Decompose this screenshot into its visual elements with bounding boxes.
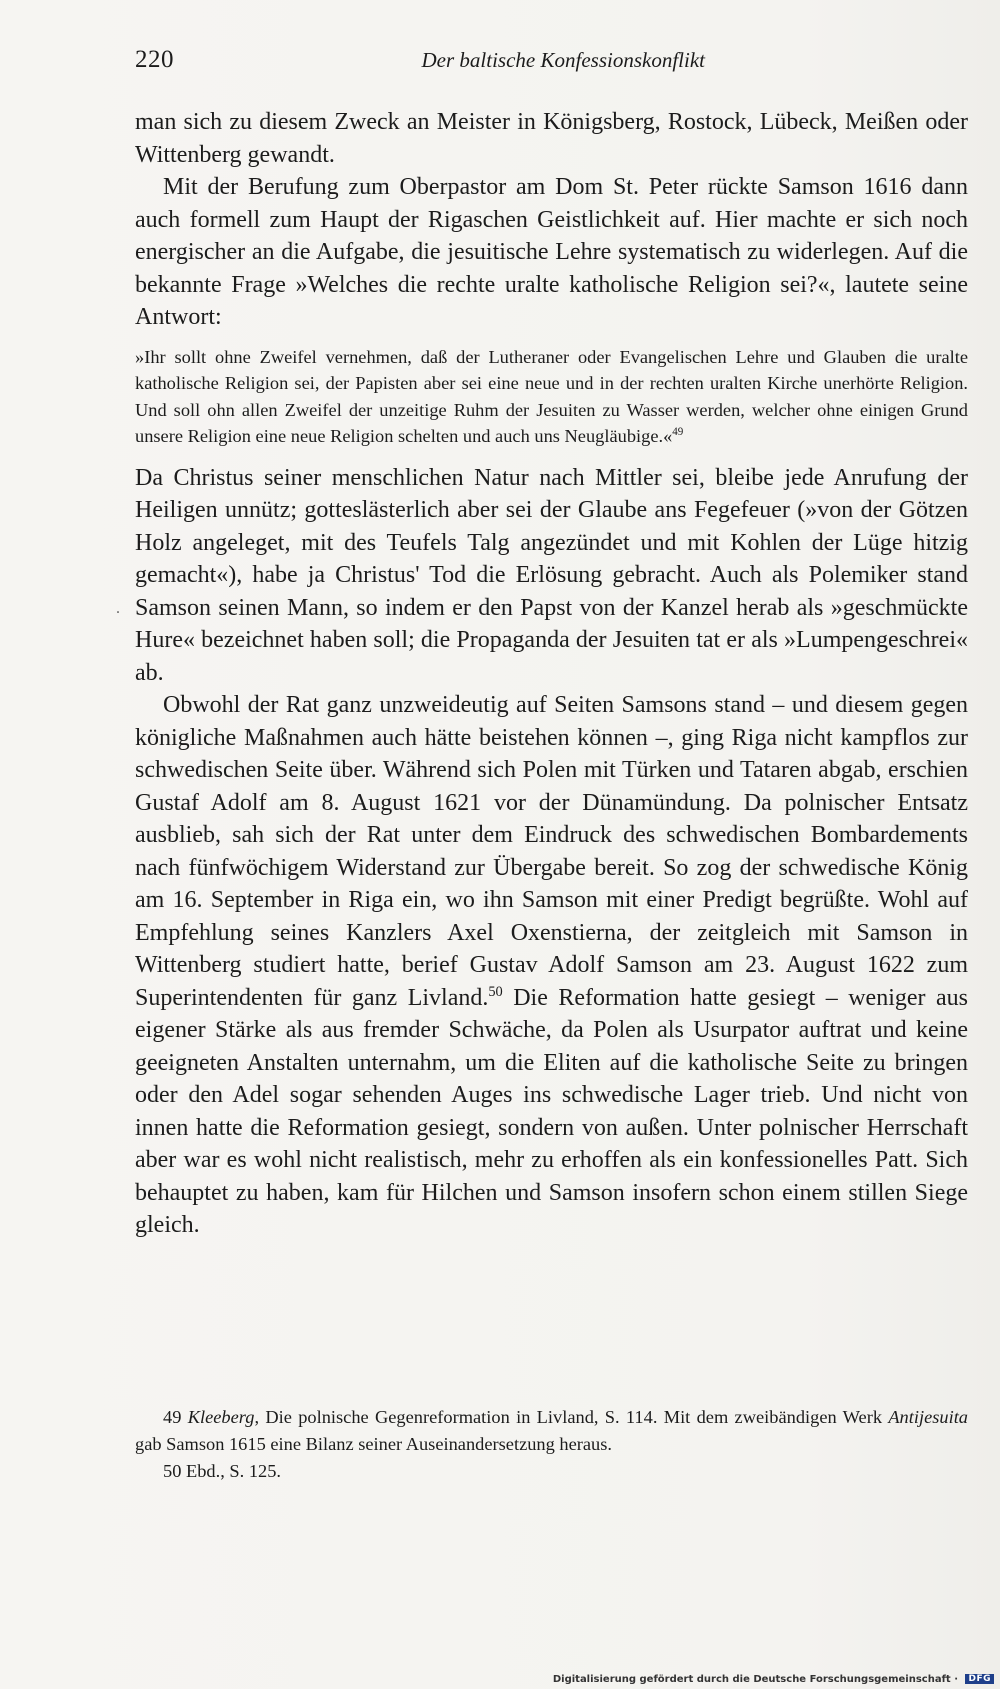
footnote-ref-49: 49 [672,426,684,439]
dfg-logo: DFG [965,1674,994,1684]
footnote-book-title: Antijesuita [888,1407,968,1427]
footnotes [135,1404,968,1485]
paragraph: Mit der Berufung zum Oberpastor am Dom St. Peter rückte Samson 1616 dann auch formell zum Haupt der Rigaschen Geistlichkeit auf. Hier machte er sich noch energischer an die Aufgabe, die jesuitische Lehre systematisch zu widerlegen. Auf die bekannte Frage »Welches die rechte uralte katholische Religion sei?«, lautete seine Antwort: [135,174,968,330]
digitization-credit [553,1674,994,1685]
footnote-number: 49 [163,1407,182,1427]
footnote-50 [135,1458,968,1485]
footnote-author: Kleeberg [187,1407,255,1427]
footnote-number: 50 [163,1461,182,1481]
quote-text: »Ihr sollt ohne Zweifel vernehmen, daß der Lutheraner oder Evangelischen Lehre und Glauben die uralte katholische Religion sei, der Papisten aber sei eine neue und in der rechten uralten Kirche unerhörte Religion. Und soll ohn allen Zweifel der unzeitige Ruhm der Jesuiten zu Wasser werden, welcher ohne einigen Grund unsere Religion eine neue Religion schelten und auch uns Neugläubige.« [135,346,968,447]
footnote-text: , Die polnische Gegenreformation in Livland, S. 114. Mit dem zweibändigen Werk [254,1407,889,1427]
paragraph-text: Die Reformation hatte gesiegt – weniger aus eigener Stärke als aus fremder Schwäche, da Polen als Usurpator auftrat und keine geeigneten Anstalten unternahm, um die Eliten auf die katholische Seite zu bringen oder den Adel sogar sehenden Auges ins schwedische Lager trieb. Und nicht von innen hatte die Reformation gesiegt, sondern von außen. Unter polnischer Herrschaft aber war es wohl nicht realistisch, mehr zu erhoffen als ein konfessionelles Patt. Sich behauptet zu haben, kam für Hilchen und Samson insofern schon einem stillen Siege gleich. [135,984,968,1239]
paragraph: Da Christus seiner menschlichen Natur nach Mittler sei, bleibe jede Anrufung der Heiligen unnütz; gotteslästerlich aber sei der Glaube ans Fegefeuer (»von der Götzen Holz angeleget, mit des Teufels Talg angezündet und mit Kohlen der Lüge hitzig gemacht«), habe ja Christus' Tod die Erlösung gebracht. Auch als Polemiker stand Samson seinen Mann, so indem er den Papst von der Kanzel herab als »geschmückte Hure« bezeichnet haben soll; die Propaganda der Jesuiten tat er als »Lumpengeschrei« ab. [135,464,968,686]
page-number: 220 [135,46,174,73]
footnote-ref-50: 50 [488,983,503,1000]
page-header [135,46,705,86]
credit-text: Digitalisierung gefördert durch die Deutsche Forschungsgemeinschaft · [552,1674,958,1685]
footnote-text: Ebd., S. 125. [186,1461,282,1481]
paragraph-continued: man sich zu diesem Zweck an Meister in Königsberg, Rostock, Lübeck, Meißen oder Wittenberg gewandt. [135,109,968,168]
body-text [135,106,968,1242]
footnote-text: gab Samson 1615 eine Bilanz seiner Auseinandersetzung heraus. [135,1434,613,1454]
block-quote [135,344,968,450]
paragraph-text: Obwohl der Rat ganz unzweideutig auf Seiten Samsons stand – und diesem gegen königliche Maßnahmen auch hätte beistehen können –, ging Riga nicht kampflos zur schwedischen Seite über. Während sich Polen mit Türken und Tataren abgab, erschien Gustaf Adolf am 8. August 1621 vor der Dünamündung. Da polnischer Entsatz ausblieb, sah sich der Rat unter dem Eindruck des schwedischen Bombardements nach fünfwöchigem Widerstand zur Übergabe bereit. So zog der schwedische König am 16. September in Riga ein, wo ihn Samson mit einer Predigt begrüßte. Wohl auf Empfehlung seines Kanzlers Axel Oxenstierna, der zeitgleich mit Samson in Wittenberg studiert hatte, berief Gustav Adolf Samson am 23. August 1622 zum Superintendenten für ganz Livland. [135,692,968,1011]
margin-mark: . [116,600,120,617]
running-title: Der baltische Konfessionskonflikt [421,48,705,72]
footnote-49 [135,1404,968,1458]
paragraph [135,689,968,1242]
